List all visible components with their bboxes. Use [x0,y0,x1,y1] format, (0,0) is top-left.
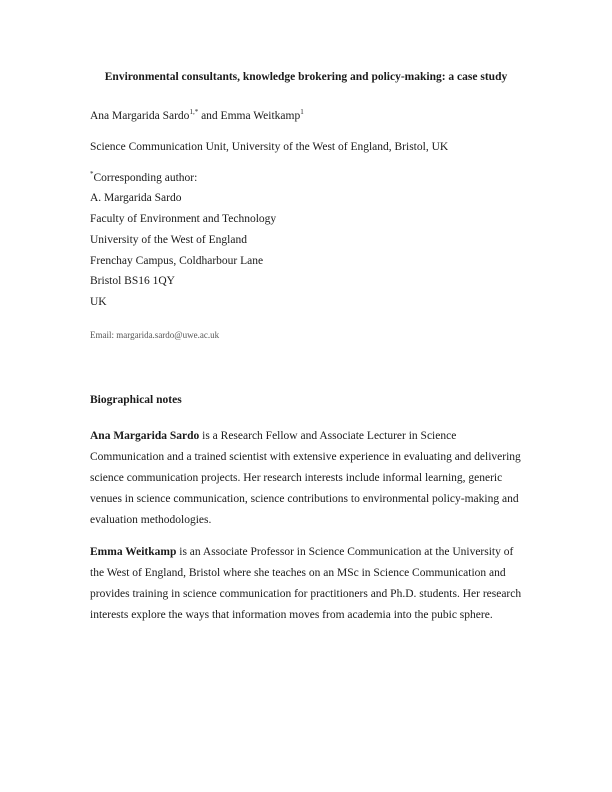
affiliation: Science Communication Unit, University of the West of England, Bristol, UK [90,141,449,153]
author-affiliation-marker: 1,* [189,108,199,117]
biography-paragraph [90,542,524,626]
address-line: Faculty of Environment and Technology [90,213,277,225]
email-address: Email: margarida.sardo@uwe.ac.uk [90,330,220,340]
author-connector: and [198,110,221,122]
biography-text: is an Associate Professor in Science Communication at the University of the West of England, Bristol where she teaches on an MSc in Science Communication and provides training in science communication for practitioners and Ph.D. students. Her research interests explore the ways that information moves from academia into the pubic sphere. [90,546,522,621]
address-line: UK [90,296,107,308]
corresponding-author-label [90,172,197,184]
author-affiliation-marker: 1 [300,108,304,117]
author-name: Ana Margarida Sardo [90,110,190,122]
paper-title: Environmental consultants, knowledge brokering and policy-making: a case study [104,71,508,83]
address-line: Frenchay Campus, Coldharbour Lane [90,255,264,267]
author-name: Emma Weitkamp [220,110,301,122]
biography-name: Ana Margarida Sardo [90,430,200,442]
section-heading: Biographical notes [90,394,182,406]
biography-paragraph [90,426,524,531]
corresponding-marker: * [90,170,94,179]
address-line: Bristol BS16 1QY [90,275,175,287]
corresponding-label-text: Corresponding author: [93,172,198,184]
author-line [90,110,304,122]
biography-name: Emma Weitkamp [90,546,177,558]
address-line: University of the West of England [90,234,247,246]
address-line: A. Margarida Sardo [90,192,182,204]
biography-text: is a Research Fellow and Associate Lecturer in Science Communication and a trained scientist with extensive experience in evaluating and delivering science communication projects. Her research interests include informal learning, generic venues in science communication, science contributions to environmental policy-making and evaluation methodologies. [90,430,521,526]
